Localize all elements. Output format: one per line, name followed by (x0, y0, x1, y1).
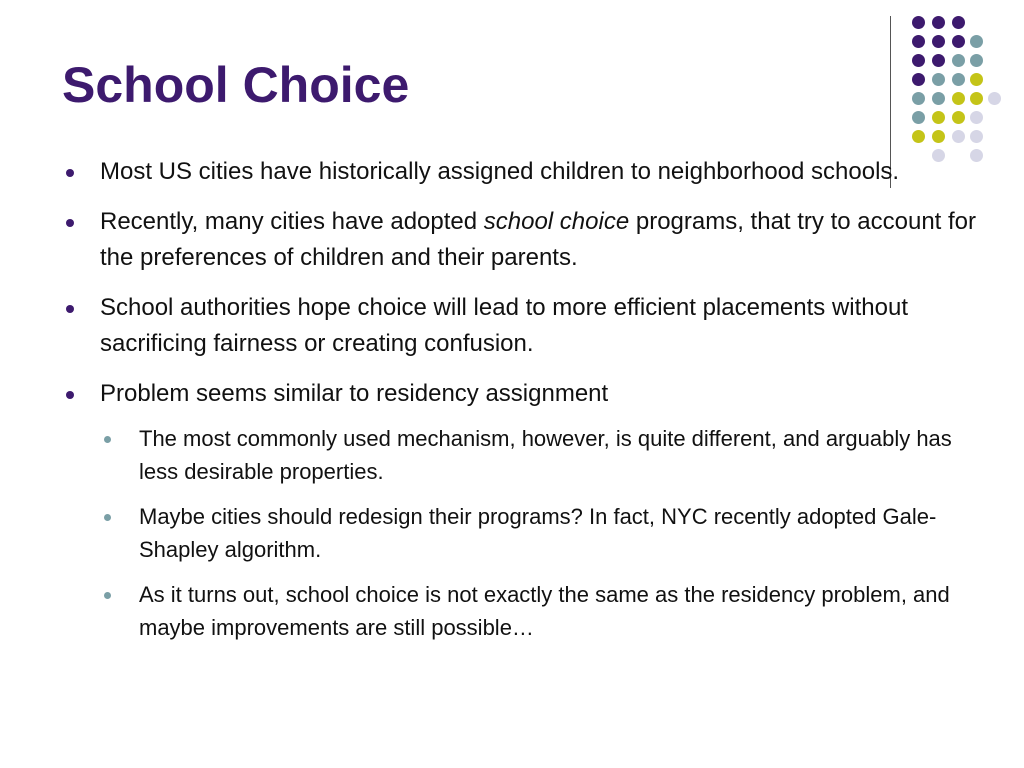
bullet-text: Problem seems similar to residency assignment (100, 380, 609, 407)
decor-dot (912, 92, 925, 105)
decor-dot (970, 92, 983, 105)
bullet-text: School authorities hope choice will lead to more efficient placements without sacrificing fairness or creating confusion. (100, 294, 909, 357)
decor-dot (952, 35, 965, 48)
sub-bullet-dot-icon (104, 592, 111, 599)
decor-dot (952, 16, 965, 29)
bullet-dot-icon (66, 305, 74, 313)
decor-dot (988, 92, 1001, 105)
bullet-text-after: programs, that try to account for the preferences of children and their parents. (100, 208, 977, 271)
decor-dot (932, 35, 945, 48)
decor-dot (952, 111, 965, 124)
decor-dot (952, 130, 965, 143)
decor-dot (912, 73, 925, 86)
bullet-dot-icon (66, 391, 74, 399)
bullet-item (62, 290, 982, 362)
decor-dot (932, 73, 945, 86)
bullet-dot-icon (66, 219, 74, 227)
bullet-text: Most US cities have historically assigned children to neighborhood schools. (100, 158, 900, 185)
bullet-item (62, 376, 982, 412)
bullet-text-emphasis: school choice (483, 208, 630, 235)
sub-bullet-item (62, 500, 982, 566)
sub-bullet-list (62, 422, 982, 644)
decorative-dot-grid (904, 12, 1004, 172)
decor-dot (912, 16, 925, 29)
sub-bullet-item (62, 422, 982, 488)
decor-dot (970, 35, 983, 48)
decor-dot (932, 92, 945, 105)
bullet-item (62, 154, 982, 190)
sub-bullet-text: As it turns out, school choice is not exactly the same as the residency problem, and maybe improvements are still possible… (139, 582, 950, 640)
slide-title: School Choice (62, 57, 410, 113)
decor-dot (970, 111, 983, 124)
decor-dot (912, 130, 925, 143)
sub-bullet-text: Maybe cities should redesign their programs? In fact, NYC recently adopted Gale-Shapley algorithm. (139, 504, 937, 562)
decor-dot (952, 92, 965, 105)
bullet-dot-icon (66, 169, 74, 177)
decor-dot (912, 111, 925, 124)
decor-dot (932, 16, 945, 29)
decor-dot (970, 54, 983, 67)
decor-dot (932, 111, 945, 124)
decor-dot (912, 54, 925, 67)
sub-bullet-item (62, 578, 982, 644)
decor-dot (932, 130, 945, 143)
sub-bullet-dot-icon (104, 436, 111, 443)
decor-dot (952, 54, 965, 67)
bullet-text-before: Recently, many cities have adopted (100, 208, 484, 235)
decor-dot (952, 73, 965, 86)
decor-dot (912, 35, 925, 48)
sub-bullet-text: The most commonly used mechanism, however, is quite different, and arguably has less desirable properties. (139, 426, 952, 484)
sub-bullet-dot-icon (104, 514, 111, 521)
slide-body (62, 154, 982, 656)
decor-dot (970, 73, 983, 86)
bullet-item (62, 204, 982, 276)
decor-dot (970, 130, 983, 143)
decor-dot (932, 54, 945, 67)
